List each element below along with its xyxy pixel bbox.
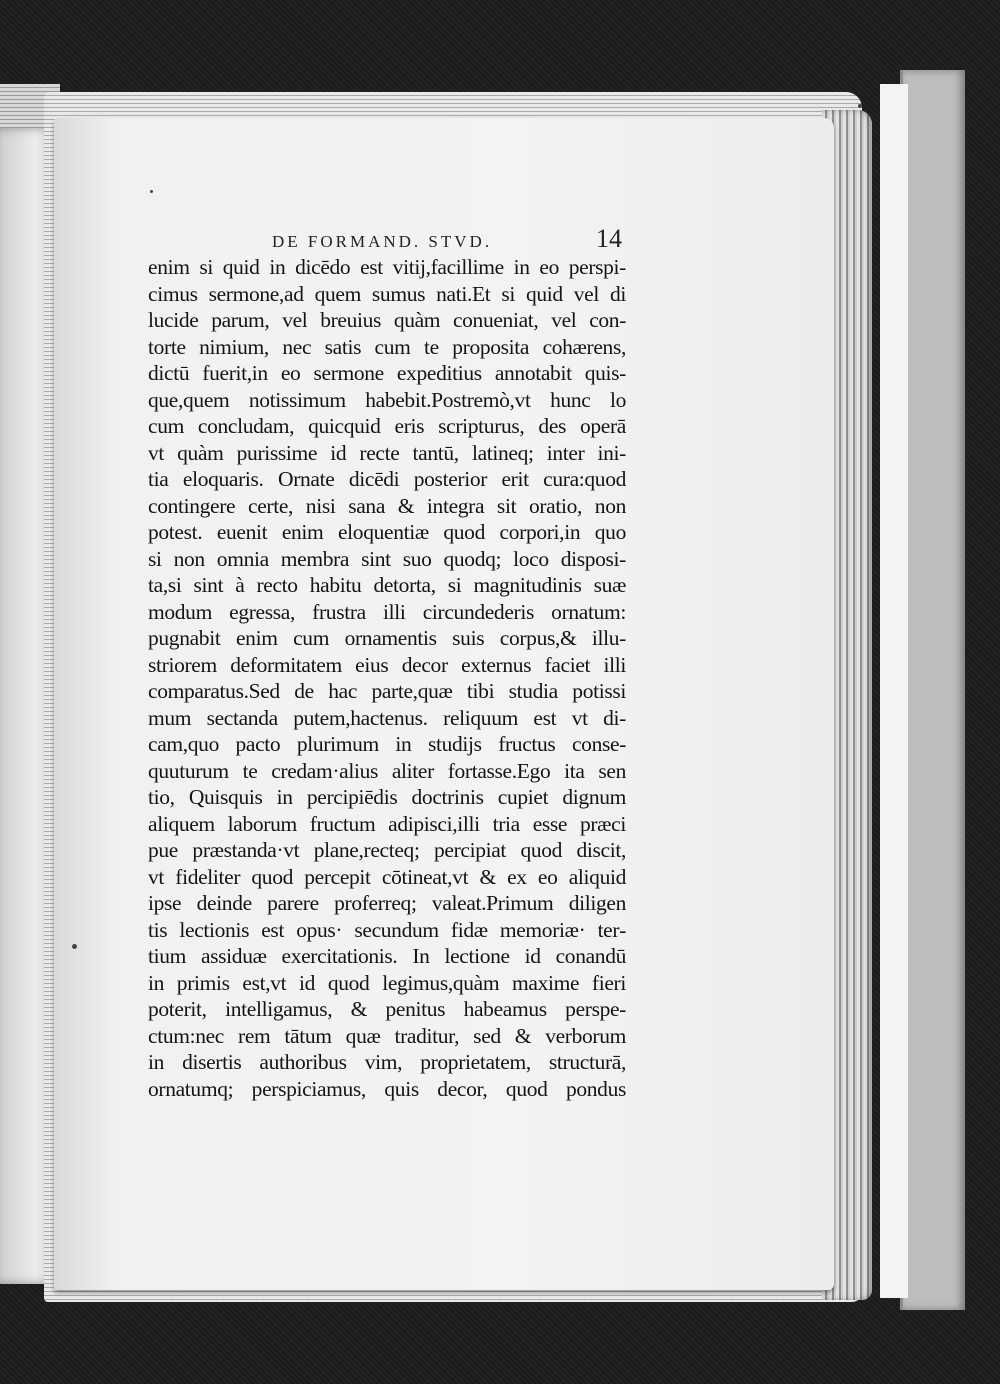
text-line: in disertis authoribus vim, proprietatem, structurā,: [148, 1050, 626, 1074]
text-line: ctum:nec rem tātum quæ traditur, sed & verborum: [148, 1023, 626, 1048]
text-line: tis lectionis est opus· secundum fidæ memoriæ· ter‑: [148, 917, 626, 942]
ink-speck: [72, 944, 77, 949]
text-line: ipse deinde parere proferreq; valeat.Primum diligen: [148, 891, 626, 915]
text-line: in primis est,vt id quod legimus,quàm maxime fieri: [148, 970, 626, 995]
text-line: tia eloquaris. Ornate dicēdi posterior erit cura:quod: [148, 467, 626, 491]
text-line: dictū fuerit,in eo sermone expeditius annotabit quis‑: [148, 361, 626, 385]
running-title: DE FORMAND. STVD.: [272, 232, 493, 251]
text-line: ta,si sint à recto habitu detorta, si magnitudinis suæ: [148, 573, 626, 597]
text-line: modum egressa, frustra illi circundederis ornatum:: [148, 599, 626, 624]
text-line: potest. euenit enim eloquentiæ quod corpori,in quo: [148, 520, 626, 544]
text-line: striorem deformitatem eius decor externus faciet illi: [148, 652, 626, 677]
text-line: enim si quid in dicēdo est vitij,facillime in eo perspi‑: [148, 255, 626, 279]
text-line: cam,quo pacto plurimum in studijs fructus conse‑: [148, 732, 626, 756]
page-number: 14: [596, 224, 622, 253]
text-line: pue præstanda·vt plane,recteq; percipiat quod discit,: [148, 838, 626, 862]
text-line: cimus sermone,ad quem sumus nati.Et si quid vel di: [148, 281, 626, 306]
text-line: pugnabit enim cum ornamentis suis corpus,& illu‑: [148, 626, 626, 650]
text-line: vt fideliter quod percepit cōtineat,vt & ex eo aliquid: [148, 864, 626, 889]
text-line: torte nimium, nec satis cum te proposita cohærens,: [148, 334, 626, 359]
book-cover-board: [900, 70, 965, 1310]
text-line: quuturum te credam·alius aliter fortasse.Ego ita sen: [148, 758, 626, 783]
text-line: contingere certe, nisi sana & integra sit oratio, non: [148, 493, 626, 518]
text-line: comparatus.Sed de hac parte,quæ tibi studia potissi: [148, 679, 626, 703]
body-text: [148, 254, 626, 1101]
text-line: tium assiduæ exercitationis. In lectione id conandū: [148, 944, 626, 968]
text-line: cum concludam, quicquid eris scripturus, des operā: [148, 414, 626, 438]
text-line: tio, Quisquis in percipiēdis doctrinis cupiet dignum: [148, 785, 626, 809]
text-line: mum sectanda putem,hactenus. reliquum est vt di‑: [148, 705, 626, 730]
running-head: [272, 224, 622, 256]
text-line: ornatumq; perspiciamus, quis decor, quod pondus: [148, 1076, 626, 1101]
text-line: aliquem laborum fructum adipisci,illi tria esse præci: [148, 811, 626, 836]
text-line: que,quem notissimum habebit.Postremò,vt hunc lo: [148, 387, 626, 412]
text-line: vt quàm purissime id recte tantū, latineq; inter ini‑: [148, 440, 626, 465]
ink-speck: [858, 104, 862, 108]
endpaper-strip: [880, 84, 908, 1298]
ink-speck: [150, 190, 153, 193]
text-line: si non omnia membra sint suo quodq; loco disposi‑: [148, 546, 626, 571]
text-line: poterit, intelligamus, & penitus habeamus perspe‑: [148, 997, 626, 1021]
text-line: lucide parum, vel breuius quàm conueniat, vel con‑: [148, 308, 626, 332]
